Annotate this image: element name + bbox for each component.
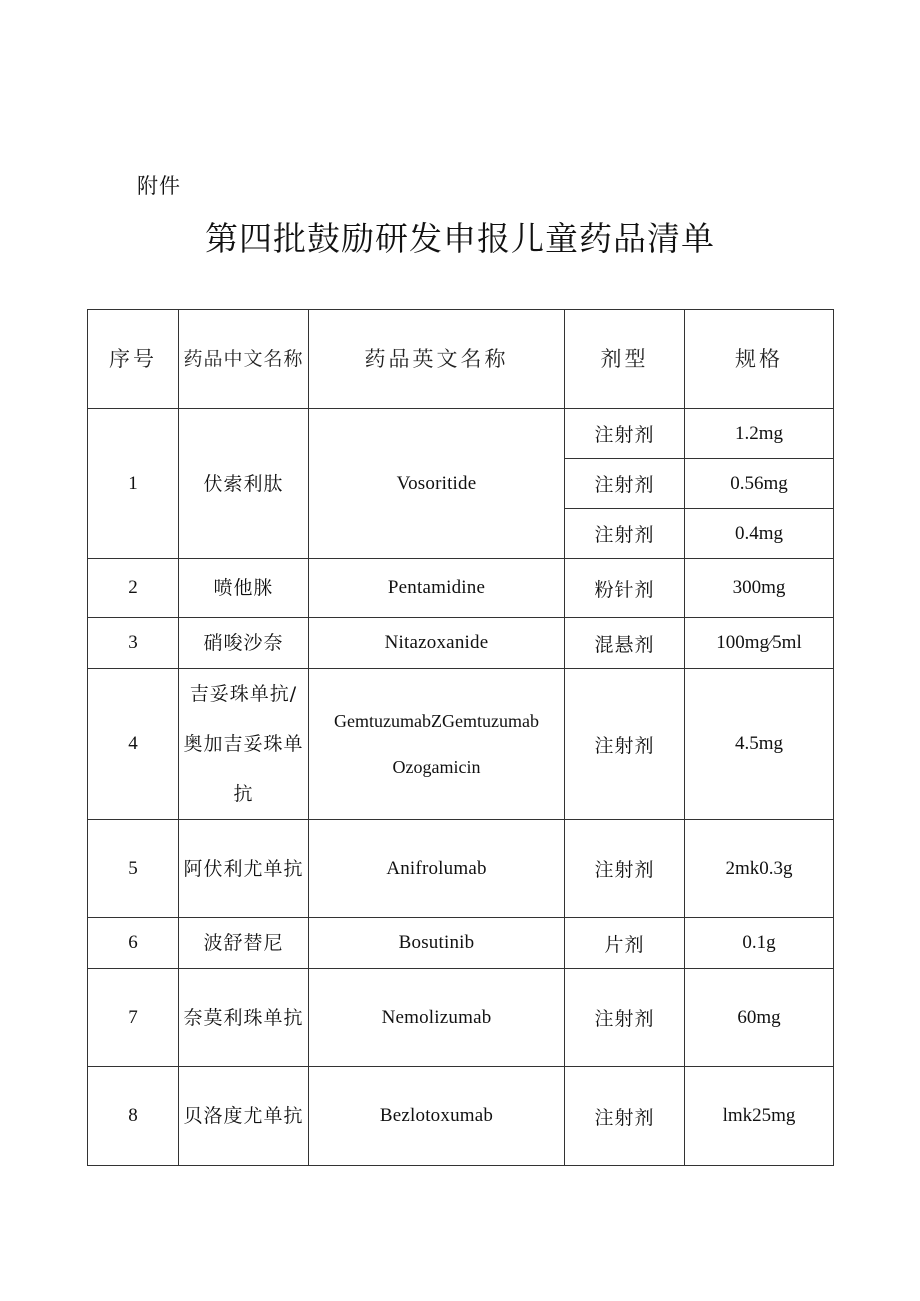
- cell-cn-name: 硝唆沙奈: [179, 618, 309, 669]
- cell-cn-name: 吉妥珠单抗/奥加吉妥珠单抗: [179, 669, 309, 820]
- cell-cn-name: 伏索利肽: [179, 409, 309, 559]
- table-row: [88, 559, 834, 618]
- cell-spec: 2mk0.3g: [685, 820, 834, 918]
- cell-no: 1: [88, 409, 179, 559]
- header-en-name: 药品英文名称: [309, 310, 565, 409]
- cell-no: 5: [88, 820, 179, 918]
- table-header-row: [88, 310, 834, 409]
- cell-spec: 0.56mg: [685, 459, 834, 509]
- cell-form: 粉针剂: [565, 559, 685, 618]
- header-cn-name: 药品中文名称: [179, 310, 309, 409]
- cell-en-name: Bosutinib: [309, 918, 565, 969]
- cell-no: 3: [88, 618, 179, 669]
- header-spec: 规格: [685, 310, 834, 409]
- table-row: [88, 969, 834, 1067]
- cell-cn-name: 喷他脒: [179, 559, 309, 618]
- cell-form: 注射剂: [565, 669, 685, 820]
- cell-spec: 0.4mg: [685, 509, 834, 559]
- cell-no: 7: [88, 969, 179, 1067]
- cell-en-name: Bezlotoxumab: [309, 1067, 565, 1166]
- cell-form: 注射剂: [565, 820, 685, 918]
- cell-en-name: Nitazoxanide: [309, 618, 565, 669]
- cell-no: 8: [88, 1067, 179, 1166]
- cell-no: 2: [88, 559, 179, 618]
- cell-en-name: Pentamidine: [309, 559, 565, 618]
- header-no: 序号: [88, 310, 179, 409]
- table-row: [88, 820, 834, 918]
- cell-en-name: Nemolizumab: [309, 969, 565, 1067]
- cell-form: 注射剂: [565, 459, 685, 509]
- attachment-label: 附件: [137, 174, 181, 198]
- cell-form: 混悬剂: [565, 618, 685, 669]
- cell-spec: 100mg⁄5ml: [685, 618, 834, 669]
- cell-no: 4: [88, 669, 179, 820]
- document-title: 第四批鼓励研发申报儿童药品清单: [205, 219, 715, 258]
- cell-en-name: Vosoritide: [309, 409, 565, 559]
- cell-spec: lmk25mg: [685, 1067, 834, 1166]
- cell-spec: 60mg: [685, 969, 834, 1067]
- table-row: [88, 918, 834, 969]
- cell-cn-name: 奈莫利珠单抗: [179, 969, 309, 1067]
- cell-spec: 300mg: [685, 559, 834, 618]
- cell-cn-name: 波舒替尼: [179, 918, 309, 969]
- table-row: [88, 409, 834, 459]
- cell-cn-name: 阿伏利尤单抗: [179, 820, 309, 918]
- cell-spec: 4.5mg: [685, 669, 834, 820]
- cell-en-name: Anifrolumab: [309, 820, 565, 918]
- cell-spec: 0.1g: [685, 918, 834, 969]
- table-row: [88, 618, 834, 669]
- table-row: [88, 669, 834, 820]
- cell-no: 6: [88, 918, 179, 969]
- cell-form: 注射剂: [565, 969, 685, 1067]
- cell-form: 注射剂: [565, 509, 685, 559]
- cell-form: 注射剂: [565, 1067, 685, 1166]
- drug-list-table: [87, 309, 834, 1166]
- cell-cn-name: 贝洛度尤单抗: [179, 1067, 309, 1166]
- cell-form: 注射剂: [565, 409, 685, 459]
- cell-en-name: GemtuzumabZGemtuzumab Ozogamicin: [309, 669, 565, 820]
- cell-form: 片剂: [565, 918, 685, 969]
- header-form: 剂型: [565, 310, 685, 409]
- table-row: [88, 1067, 834, 1166]
- cell-spec: 1.2mg: [685, 409, 834, 459]
